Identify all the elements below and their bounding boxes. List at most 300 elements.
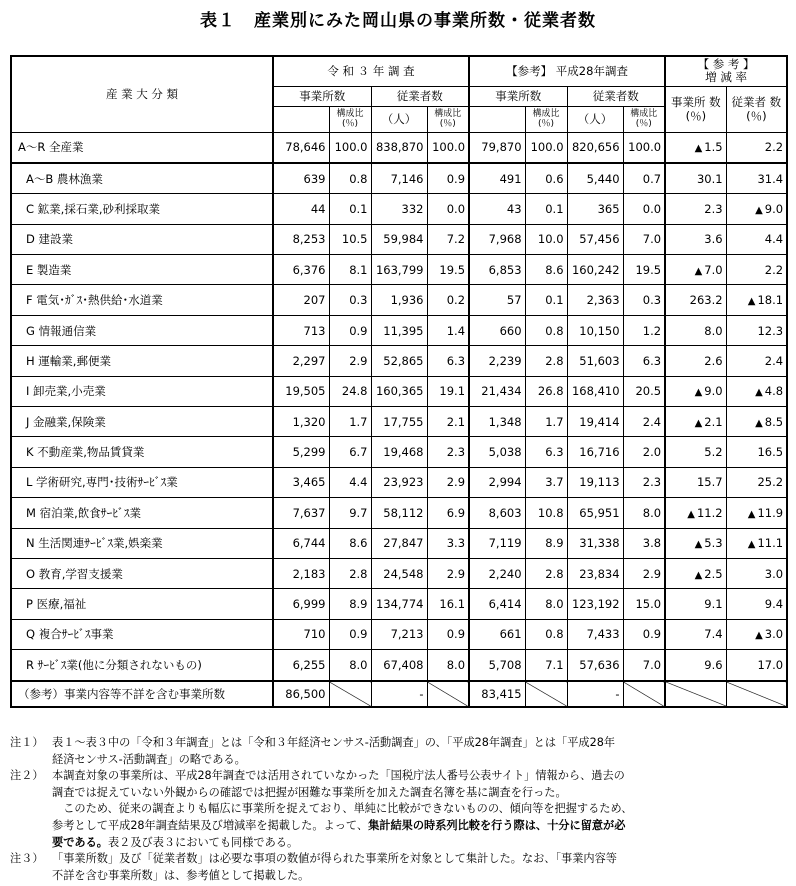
change-value: 9.0 [704,384,723,399]
change-employees [726,194,787,224]
change-establishments [665,194,726,224]
employees-r3: 19,468 [371,437,427,467]
note-line: 「事業所数」及び「従業者数」は必要な事項の数値が得られた事業所を対象として集計した。なお、「事業内容等 [52,852,617,866]
diagonal-cell [726,681,787,707]
change-establishments [665,619,726,649]
establishments-h28: 1,348 [469,407,525,437]
table-row [11,255,787,285]
employees-r3: 67,408 [371,650,427,681]
note-text: 参考として平成28年調査結果及び増減率を掲載した。よって、 [52,818,369,832]
ref-row-name: （参考）事業内容等不詳を含む事業所数 [11,681,273,707]
ratio-emp-h28: 7.0 [623,650,665,681]
establishments-h28: 43 [469,194,525,224]
employees-h28: 23,834 [567,558,623,588]
ratio-est-h28: 26.8 [525,376,567,406]
employees-h28: 168,410 [567,376,623,406]
change-establishments [665,315,726,345]
change-employees [726,346,787,376]
industry-name: E 製造業 [11,255,273,285]
change-value: 3.0 [764,566,784,581]
ratio-emp-r3: 19.1 [427,376,469,406]
table-row [11,194,787,224]
ratio-est-h28: 1.7 [525,407,567,437]
change-employees [726,498,787,528]
employees-h28: 19,113 [567,467,623,497]
establishments-h28: 57 [469,285,525,315]
ratio-emp-h28: 0.0 [623,194,665,224]
note-line: 経済センサス‐活動調査」の略である。 [52,752,246,766]
note-line: このため、従来の調査よりも幅広に事業所を捉えており、単純に比較ができないものの、傾向等を把握するため、 [52,802,633,816]
table-row [11,589,787,619]
employees-h28: 2,363 [567,285,623,315]
ratio-emp-r3: 6.3 [427,346,469,376]
diagonal-cell [665,681,726,707]
ref-p28: - [567,681,623,707]
ratio-emp-h28: 0.7 [623,163,665,194]
ratio-est-r3: 24.8 [329,376,371,406]
establishments-h28: 2,239 [469,346,525,376]
industry-name: C 鉱業,採石業,砂利採取業 [11,194,273,224]
establishments-r3: 639 [273,163,329,194]
establishments-r3: 19,505 [273,376,329,406]
decrease-triangle-icon: ▲ [755,630,763,642]
ratio-emp-r3: 0.9 [427,619,469,649]
employees-r3: 17,755 [371,407,427,437]
ratio-est-r3: 6.7 [329,437,371,467]
establishments-h28: 7,119 [469,528,525,558]
establishments-h28: 661 [469,619,525,649]
ratio-emp-h28: 2.9 [623,558,665,588]
employees-r3: 27,847 [371,528,427,558]
change-establishments [665,528,726,558]
change-establishments [665,376,726,406]
table-row [11,376,787,406]
change-value: 9.1 [704,597,723,612]
change-employees [726,163,787,194]
ratio-est-h28: 7.1 [525,650,567,681]
ratio-est-h28: 10.0 [525,224,567,254]
change-employees [726,467,787,497]
table-row [11,315,787,345]
establishments-h28: 660 [469,315,525,345]
note-line: 表１～表３中の「令和３年調査」とは「令和３年経済センサス‐活動調査」の、「平成28年調査」とは「平成28年 [52,736,616,749]
change-value: 11.9 [757,505,784,520]
establishments-r3: 3,465 [273,467,329,497]
establishments-r3: 1,320 [273,407,329,437]
change-value: 25.2 [757,475,784,490]
decrease-triangle-icon: ▲ [694,417,703,429]
industry-name: O 教育,学習支援業 [11,558,273,588]
decrease-triangle-icon: ▲ [747,508,756,520]
change-establishments [665,467,726,497]
industry-name: L 学術研究,専門･技術ｻｰﾋﾞｽ業 [11,467,273,497]
decrease-triangle-icon: ▲ [694,539,703,551]
ratio-est-r3: 0.9 [329,619,371,649]
header-h28-est: 事業所数 [469,86,567,106]
employees-r3: 163,799 [371,255,427,285]
change-value: 9.0 [764,201,784,216]
employees-r3: 7,213 [371,619,427,649]
note-label: 注１） [10,736,44,749]
employees-r3: 11,395 [371,315,427,345]
ratio-emp-r3: 2.3 [427,437,469,467]
employees-h28: 51,603 [567,346,623,376]
table-row [11,467,787,497]
header-emp-rate: 従業者 数(％) [726,86,787,132]
change-value: 5.3 [704,536,723,551]
ratio-emp-h28: 15.0 [623,589,665,619]
header-industry: 産 業 大 分 類 [11,56,273,132]
header-persons: （人） [567,106,623,132]
decrease-triangle-icon: ▲ [694,265,703,277]
industry-name: F 電気･ｶﾞｽ･熱供給･水道業 [11,285,273,315]
ratio-emp-h28: 6.3 [623,346,665,376]
change-value: 2.1 [704,414,723,429]
diagonal-cell [525,681,567,707]
header-ratio: 構成比 (％) [623,106,665,132]
ratio-est-r3: 9.7 [329,498,371,528]
diagonal-cell [329,681,371,707]
employees-h28: 16,716 [567,437,623,467]
ratio-est-r3: 0.8 [329,163,371,194]
change-value: 16.5 [757,445,784,460]
establishments-r3: 2,297 [273,346,329,376]
ratio-emp-h28: 0.3 [623,285,665,315]
page-title: 表１ 産業別にみた岡山県の事業所数・従業者数 [200,11,596,31]
change-employees [726,619,787,649]
change-value: 2.2 [764,262,784,277]
ratio-emp-h28: 0.9 [623,619,665,649]
table-row [11,407,787,437]
change-value: 5.2 [704,445,723,460]
ratio-emp-r3: 0.2 [427,285,469,315]
employees-h28: 160,242 [567,255,623,285]
note-label: 注２） [10,769,44,783]
ratio-est-r3: 8.6 [329,528,371,558]
ref-p3: - [371,681,427,707]
establishments-r3: 2,183 [273,558,329,588]
change-employees [726,224,787,254]
change-value: 9.6 [704,657,723,672]
ratio-emp-r3: 2.9 [427,558,469,588]
employees-h28: 19,414 [567,407,623,437]
change-establishments [665,407,726,437]
change-establishments [665,285,726,315]
establishments-h28: 8,603 [469,498,525,528]
change-value: 9.4 [764,597,784,612]
header-r3-est: 事業所数 [273,86,371,106]
establishments-h28: 5,708 [469,650,525,681]
table-header [11,56,787,132]
table-row [11,528,787,558]
industry-name: I 卸売業,小売業 [11,376,273,406]
ratio-emp-r3: 7.2 [427,224,469,254]
employees-r3: 24,548 [371,558,427,588]
table-row [11,132,787,163]
table-body [11,132,787,707]
industry-name: M 宿泊業,飲食ｻｰﾋﾞｽ業 [11,498,273,528]
ratio-emp-h28: 8.0 [623,498,665,528]
employees-r3: 23,923 [371,467,427,497]
ref-e28: 83,415 [469,681,525,707]
change-value: 263.2 [689,293,723,308]
change-value: 2.3 [704,201,723,216]
table-row [11,558,787,588]
employees-h28: 57,636 [567,650,623,681]
table-row [11,346,787,376]
decrease-triangle-icon: ▲ [747,539,756,551]
header-ref-rate-2: 増 減 率 [705,70,747,85]
ratio-emp-h28: 20.5 [623,376,665,406]
ratio-est-r3: 2.9 [329,346,371,376]
employees-h28: 57,456 [567,224,623,254]
diagonal-cell [427,681,469,707]
ratio-est-r3: 0.3 [329,285,371,315]
ratio-emp-h28: 2.0 [623,437,665,467]
change-establishments [665,558,726,588]
note-emphasis: 要である。 [52,835,108,849]
employees-h28: 365 [567,194,623,224]
establishments-h28: 79,870 [469,132,525,163]
establishments-h28: 491 [469,163,525,194]
change-establishments [665,224,726,254]
ratio-emp-r3: 6.9 [427,498,469,528]
employees-r3: 160,365 [371,376,427,406]
change-establishments [665,346,726,376]
change-employees [726,132,787,163]
establishments-h28: 21,434 [469,376,525,406]
ratio-est-r3: 8.9 [329,589,371,619]
header-blank [273,106,329,132]
employees-r3: 7,146 [371,163,427,194]
employees-r3: 1,936 [371,285,427,315]
industry-name: K 不動産業,物品賃貸業 [11,437,273,467]
ratio-emp-r3: 8.0 [427,650,469,681]
ratio-est-h28: 8.0 [525,589,567,619]
ratio-emp-r3: 1.4 [427,315,469,345]
industry-name: N 生活関連ｻｰﾋﾞｽ業,娯楽業 [11,528,273,558]
header-ratio: 構成比 (％) [427,106,469,132]
industry-name: P 医療,福祉 [11,589,273,619]
change-employees [726,255,787,285]
ratio-est-r3: 0.1 [329,194,371,224]
decrease-triangle-icon: ▲ [755,387,763,399]
note-line [52,835,786,852]
ratio-est-r3: 4.4 [329,467,371,497]
change-employees [726,315,787,345]
ratio-emp-h28: 7.0 [623,224,665,254]
employees-h28: 65,951 [567,498,623,528]
table-row [11,224,787,254]
header-persons: （人） [371,106,427,132]
ratio-est-r3: 100.0 [329,132,371,163]
ratio-emp-h28: 2.3 [623,467,665,497]
note-1 [10,735,786,768]
ref-e3: 86,500 [273,681,329,707]
ratio-est-h28: 0.6 [525,163,567,194]
change-establishments [665,650,726,681]
change-employees [726,528,787,558]
ratio-est-h28: 8.6 [525,255,567,285]
diagonal-cell [623,681,665,707]
employees-r3: 59,984 [371,224,427,254]
table-row [11,285,787,315]
note-emphasis: 集計結果の時系列比較を行う際は、十分に留意が必 [368,818,626,832]
ratio-est-h28: 6.3 [525,437,567,467]
header-r3: 令 和 ３ 年 調 査 [273,56,469,86]
note-2 [10,768,786,851]
ratio-emp-r3: 2.1 [427,407,469,437]
change-value: 2.5 [704,566,723,581]
change-value: 4.4 [764,232,784,247]
establishments-h28: 2,240 [469,558,525,588]
ratio-emp-h28: 100.0 [623,132,665,163]
change-employees [726,407,787,437]
establishments-r3: 78,646 [273,132,329,163]
industry-name: H 運輸業,郵便業 [11,346,273,376]
ratio-est-r3: 0.9 [329,315,371,345]
ratio-est-h28: 2.8 [525,558,567,588]
ratio-est-h28: 0.1 [525,194,567,224]
change-establishments [665,498,726,528]
decrease-triangle-icon: ▲ [694,569,703,581]
industry-name: D 建設業 [11,224,273,254]
employees-h28: 10,150 [567,315,623,345]
header-r3-emp: 従業者数 [371,86,469,106]
change-value: 4.8 [764,384,784,399]
note-3 [10,851,786,884]
ratio-emp-r3: 3.3 [427,528,469,558]
ratio-est-h28: 2.8 [525,346,567,376]
establishments-h28: 6,414 [469,589,525,619]
notes [10,735,786,884]
header-ref-rate-1: 【 参 考 】 [697,57,755,72]
establishments-r3: 713 [273,315,329,345]
change-value: 15.7 [696,475,723,490]
establishments-r3: 6,376 [273,255,329,285]
change-value: 2.2 [764,140,784,155]
ratio-emp-h28: 3.8 [623,528,665,558]
change-employees [726,285,787,315]
change-value: 2.4 [764,353,784,368]
note-line: 本調査対象の事業所は、平成28年調査では活用されていなかった「国税庁法人番号公表サイト」情報から、過去の [52,769,625,783]
ratio-est-h28: 0.1 [525,285,567,315]
decrease-triangle-icon: ▲ [694,143,703,155]
note-line [52,818,786,835]
establishments-r3: 7,637 [273,498,329,528]
change-employees [726,589,787,619]
header-est-rate: 事業所 数(％) [665,86,726,132]
decrease-triangle-icon: ▲ [687,508,695,520]
ratio-emp-r3: 0.0 [427,194,469,224]
ratio-est-r3: 8.1 [329,255,371,285]
header-ref-rate [665,56,787,86]
ratio-est-h28: 8.9 [525,528,567,558]
change-value: 7.0 [704,262,723,277]
change-value: 7.4 [704,627,723,642]
employees-r3: 58,112 [371,498,427,528]
employees-r3: 134,774 [371,589,427,619]
employees-h28: 5,440 [567,163,623,194]
ratio-emp-h28: 1.2 [623,315,665,345]
change-value: 2.6 [704,353,723,368]
change-establishments [665,437,726,467]
employees-r3: 52,865 [371,346,427,376]
table-row [11,163,787,194]
ratio-est-r3: 1.7 [329,407,371,437]
table-row [11,437,787,467]
note-label: 注３） [10,852,44,866]
ratio-est-r3: 10.5 [329,224,371,254]
note-line: 調査では捉えていない外観からの確認では把握が困難な事業所を加えた調査名簿を基に調査を行った。 [52,785,567,799]
change-value: 11.1 [757,536,784,551]
table-row [11,650,787,681]
industry-name: G 情報通信業 [11,315,273,345]
establishments-r3: 207 [273,285,329,315]
change-value: 11.2 [696,505,723,520]
ratio-emp-h28: 19.5 [623,255,665,285]
change-value: 18.1 [757,293,784,308]
header-ratio: 構成比 (％) [329,106,371,132]
change-value: 1.5 [704,140,723,155]
employees-h28: 7,433 [567,619,623,649]
change-employees [726,376,787,406]
note-text: 表２及び表３においても同様である。 [107,835,299,849]
change-value: 17.0 [757,657,784,672]
change-value: 12.3 [757,323,784,338]
change-value: 31.4 [757,171,784,186]
establishments-r3: 44 [273,194,329,224]
industry-name: R ｻｰﾋﾞｽ業(他に分類されないもの) [11,650,273,681]
change-establishments [665,163,726,194]
employees-r3: 838,870 [371,132,427,163]
header-ratio: 構成比 (％) [525,106,567,132]
establishments-h28: 7,968 [469,224,525,254]
establishments-h28: 6,853 [469,255,525,285]
decrease-triangle-icon: ▲ [747,296,756,308]
table-row [11,619,787,649]
employees-h28: 123,192 [567,589,623,619]
change-employees [726,650,787,681]
ratio-est-h28: 3.7 [525,467,567,497]
ratio-est-h28: 0.8 [525,619,567,649]
ratio-est-h28: 0.8 [525,315,567,345]
change-value: 8.5 [764,414,784,429]
establishments-r3: 8,253 [273,224,329,254]
decrease-triangle-icon: ▲ [755,417,763,429]
ratio-est-r3: 2.8 [329,558,371,588]
reference-row [11,681,787,707]
ratio-emp-r3: 100.0 [427,132,469,163]
industry-name: J 金融業,保険業 [11,407,273,437]
establishments-r3: 5,299 [273,437,329,467]
ratio-est-h28: 10.8 [525,498,567,528]
employees-r3: 332 [371,194,427,224]
ratio-est-h28: 100.0 [525,132,567,163]
establishments-h28: 5,038 [469,437,525,467]
industry-name: A～B 農林漁業 [11,163,273,194]
establishments-h28: 2,994 [469,467,525,497]
change-employees [726,437,787,467]
establishments-r3: 710 [273,619,329,649]
establishments-r3: 6,744 [273,528,329,558]
note-line: 不詳を含む事業所数」は、参考値として掲載した。 [52,868,310,882]
change-value: 3.0 [764,627,784,642]
establishments-r3: 6,999 [273,589,329,619]
employees-h28: 820,656 [567,132,623,163]
decrease-triangle-icon: ▲ [694,387,703,399]
ratio-emp-r3: 19.5 [427,255,469,285]
